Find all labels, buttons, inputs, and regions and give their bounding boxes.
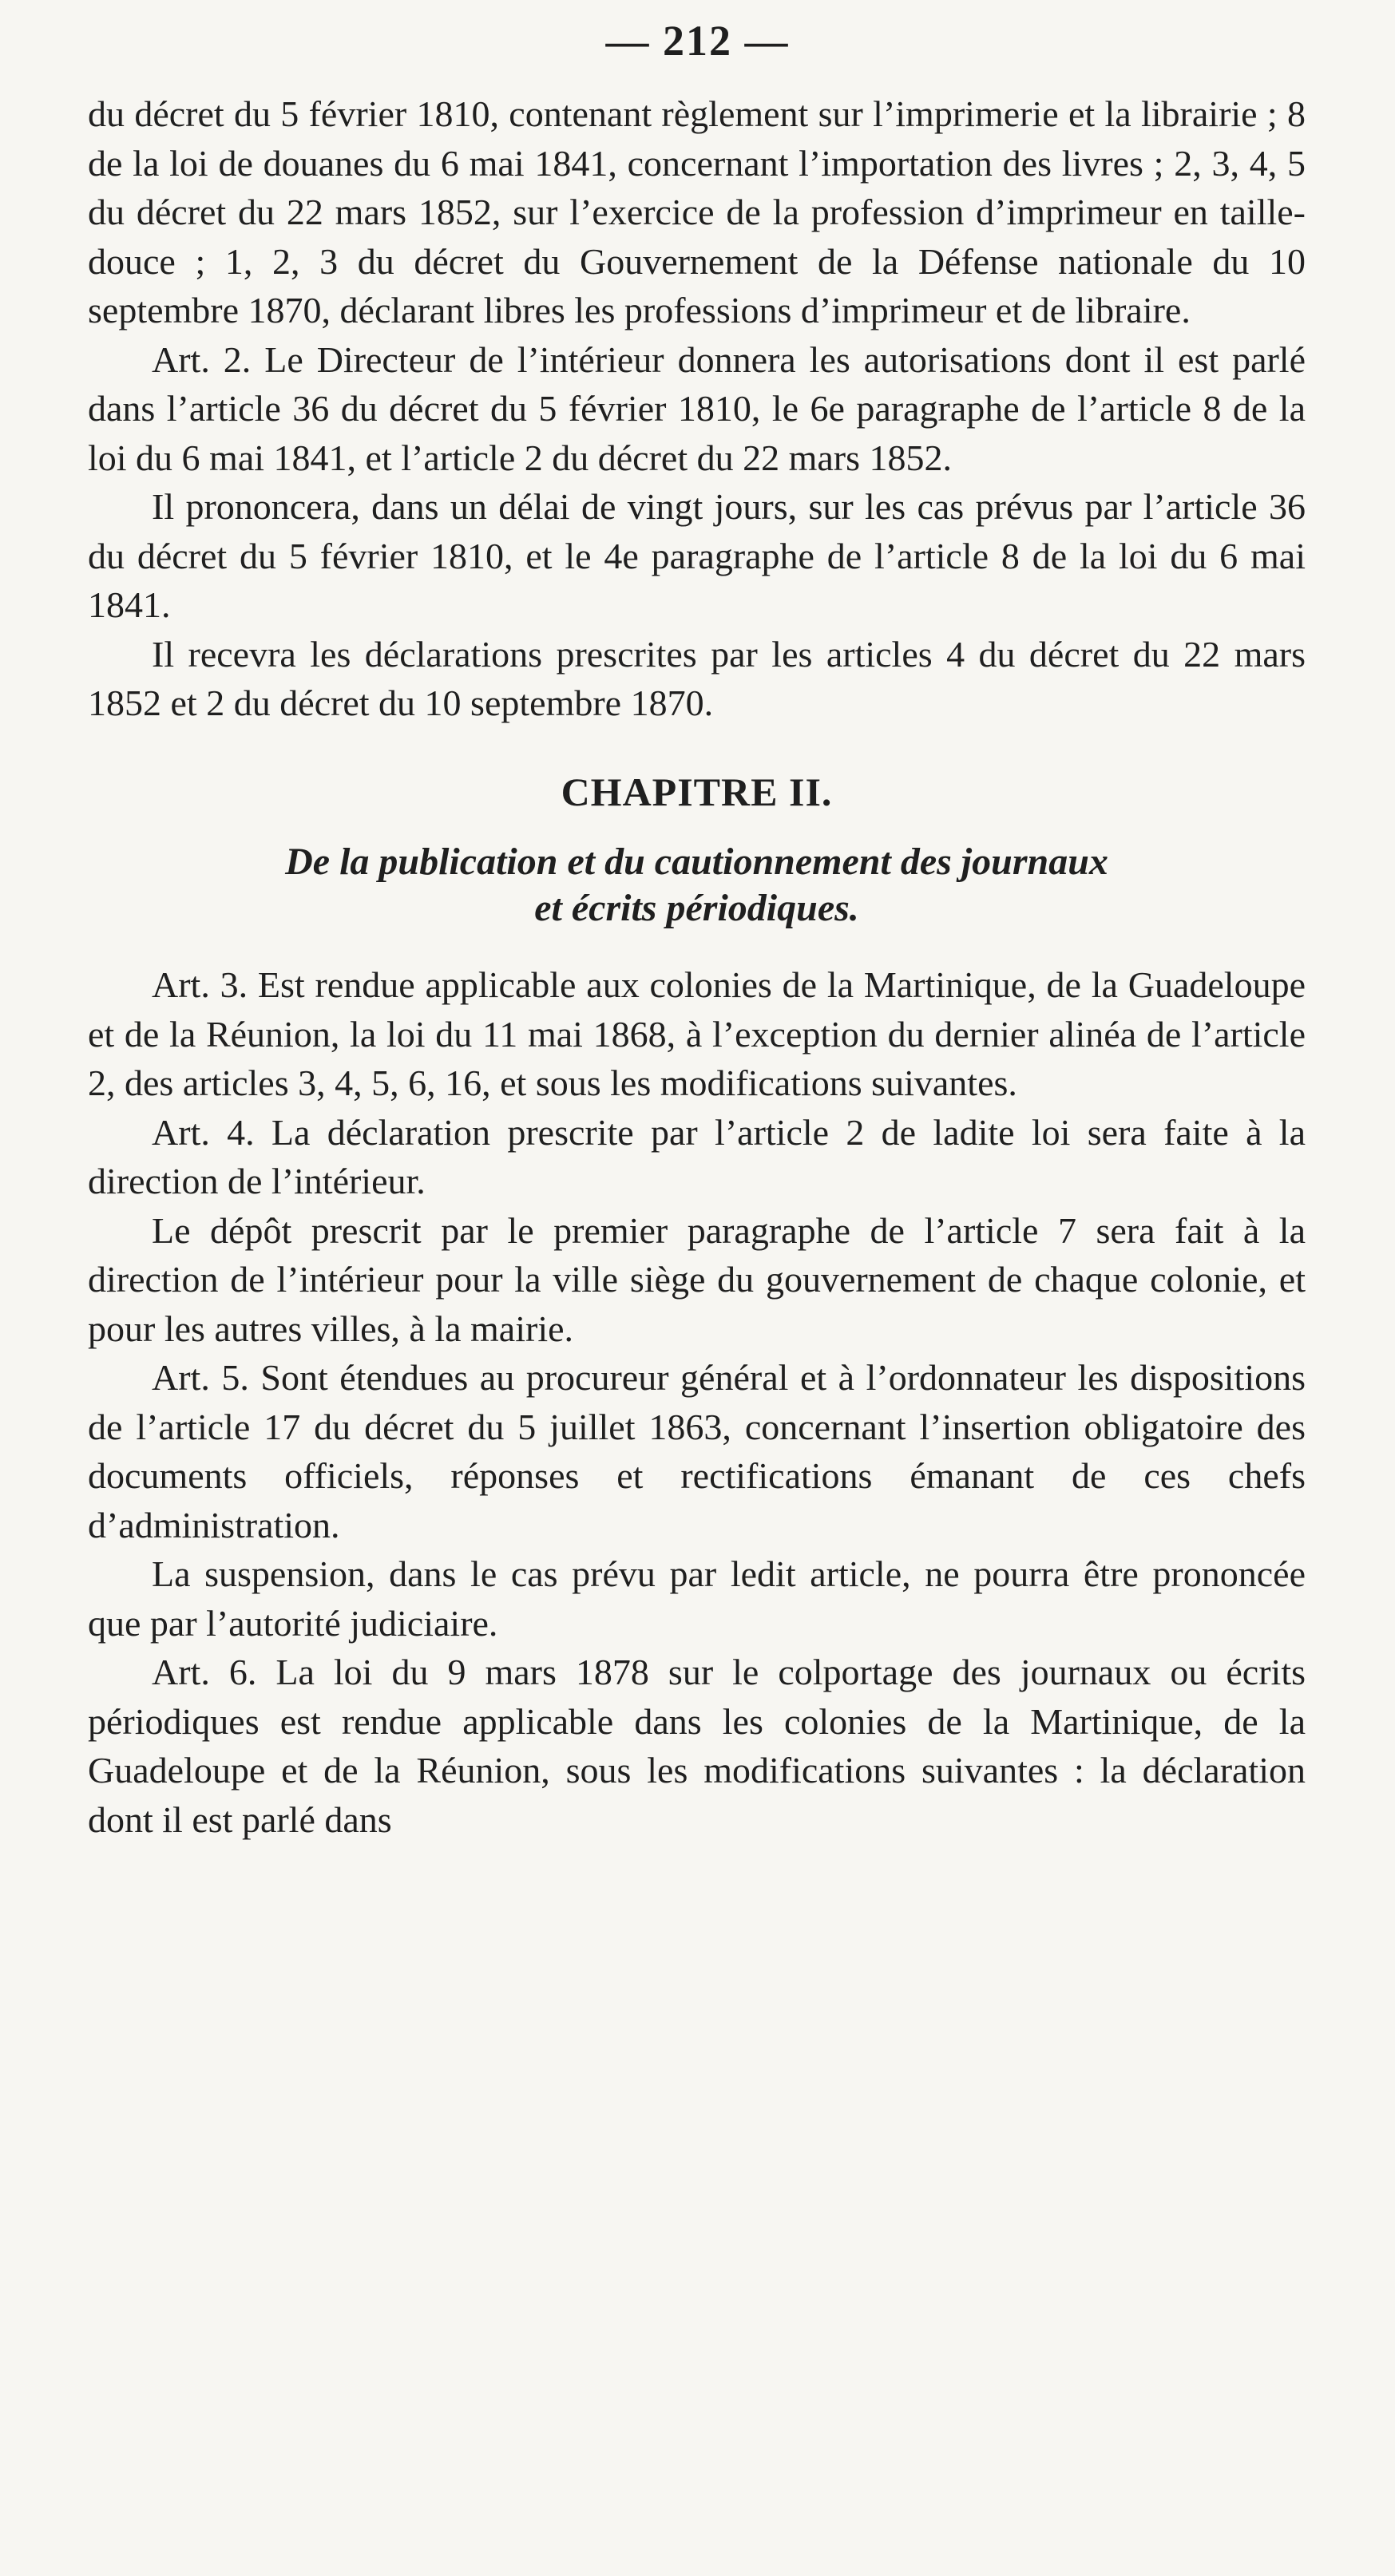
chapter-subtitle-line-2: et écrits périodiques. — [534, 887, 859, 929]
paragraph-art-3: Art. 3. Est rendue applicable aux colonies de la Martinique, de la Guadeloupe et de la Réunion, la loi du 11 mai 1868, à l’exception du dernier alinéa de l’article 2, des articles 3, 4, 5, 6, 16, et sous les modifications suivantes. — [88, 964, 1306, 1103]
paragraph: Il recevra les déclarations prescrites par les articles 4 du décret du 22 mars 1852 et 2 du décret du 10 septembre 1870. — [88, 633, 1306, 723]
paragraph: Le dépôt prescrit par le premier paragraphe de l’article 7 sera fait à la direction de l’intérieur pour la ville siège du gouvernement de chaque colonie, et pour les autres villes, à la mairie. — [88, 1209, 1306, 1349]
paragraph-continued: du décret du 5 février 1810, contenant règlement sur l’imprimerie et la librairie ; 8 de la loi de douanes du 6 mai 1841, concernant l’importation des livres ; 2, 3, 4, 5 du décret du 22 mars 1852, sur l’exercice de la profession d’imprimeur en taille-douce ; 1, 2, 3 du décret du Gouvernement de la Défense nationale du 10 septembre 1870, déclarant libres les professions d’imprimeur et de libraire. — [88, 93, 1306, 330]
paragraph: La suspension, dans le cas prévu par ledit article, ne pourra être prononcée que par l’autorité judiciaire. — [88, 1553, 1306, 1644]
page-number: — 212 — — [605, 17, 790, 65]
chapter-title: CHAPITRE II. — [561, 769, 833, 814]
paragraph-art-6: Art. 6. La loi du 9 mars 1878 sur le colportage des journaux ou écrits périodiques est rendue applicable dans les colonies de la Martinique, de la Guadeloupe et de la Réunion, sous les modifications suivantes : la déclaration dont il est parlé dans — [88, 1652, 1306, 1840]
paragraph-art-4: Art. 4. La déclaration prescrite par l’article 2 de ladite loi sera faite à la direction de l’intérieur. — [88, 1111, 1306, 1201]
chapter-subtitle — [88, 839, 1306, 932]
chapter-subtitle-line-1: De la publication et du cautionnement des journaux — [285, 841, 1108, 883]
paragraph-art-2: Art. 2. Le Directeur de l’intérieur donnera les autorisations dont il est parlé dans l’article 36 du décret du 5 février 1810, le 6e paragraphe de l’article 8 de la loi du 6 mai 1841, et l’article 2 du décret du 22 mars 1852. — [88, 338, 1306, 478]
paragraph-art-5: Art. 5. Sont étendues au procureur général et à l’ordonnateur les dispositions de l’article 17 du décret du 5 juillet 1863, concernant l’insertion obligatoire des documents officiels, réponses et rectifications émanant de ces chefs d’administration. — [88, 1357, 1306, 1545]
paragraph: Il prononcera, dans un délai de vingt jours, sur les cas prévus par l’article 36 du décret du 5 février 1810, et le 4e paragraphe de l’article 8 de la loi du 6 mai 1841. — [88, 486, 1306, 625]
page-body — [88, 89, 1306, 1844]
